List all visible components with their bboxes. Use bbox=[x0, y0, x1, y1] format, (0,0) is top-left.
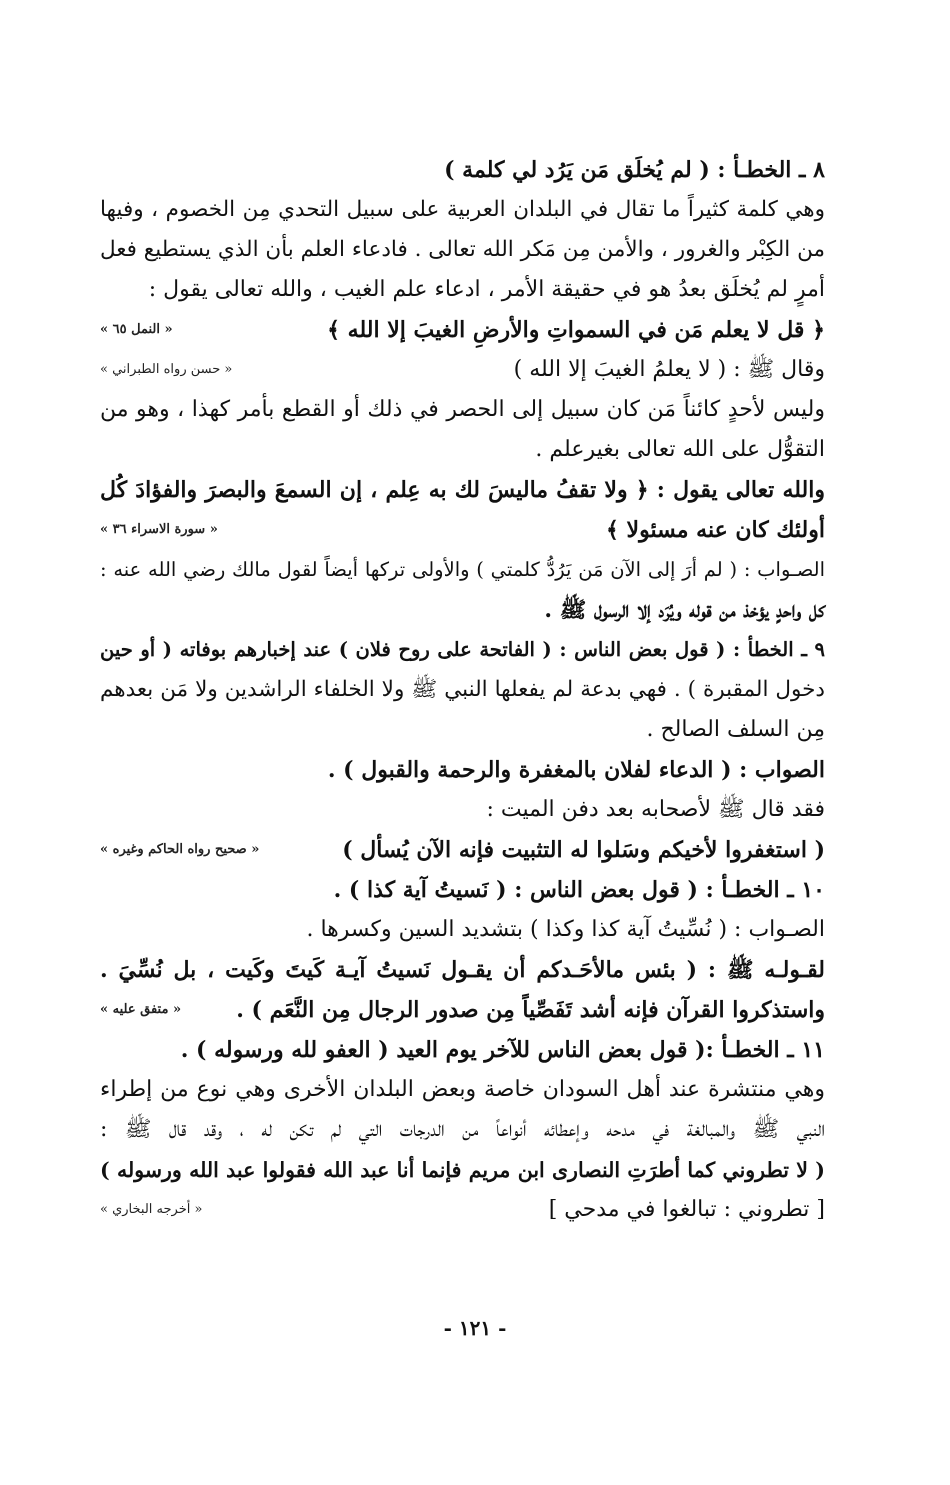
hadith-line: ( لا تطروني كما أطرَتِ النصارى ابن مريم فإنما أنا عبد الله فقولوا عبد الله ورسوله ) bbox=[100, 1158, 825, 1182]
text-line: النبي ﷺ والمبالغة في مدحه وإعطائه أنواعاً من الدرجات التي لم تكن له ، وقد قال ﷺ : bbox=[100, 1117, 825, 1142]
text-line: دخول المقبرة ) . فهي بدعة لم يفعلها النبي ﷺ ولا الخلفاء الراشدين ولا مَن بعدهم bbox=[100, 677, 825, 702]
text-line: أمرٍ لم يُخلَق بعدُ هو في حقيقة الأمر ، ادعاء علم الغيب ، والله تعالى يقول : bbox=[148, 277, 825, 302]
text-line: من الكِبْر والغرور ، والأمن مِن مَكر الله تعالى . فادعاء العلم بأن الذي يستطيع فعل bbox=[100, 237, 825, 262]
correction-line: الصـواب : ( لم أرَ إلى الآن مَن يَرُدُّ كلمتي ) والأولى تركها أيضاً لقول مالك رضي الله عنه : bbox=[100, 558, 825, 581]
text-line: وهي منتشرة عند أهل السودان خاصة وبعض البلدان الأخرى وهي نوع من إطراء bbox=[100, 1077, 825, 1102]
source-reference: « أخرجه البخاري » bbox=[100, 1202, 203, 1217]
hadith-line: واستذكروا القرآن فإنه أشد تَفَصِّياً مِن صدور الرجال مِن النَّعَم ) . « متفق عليه » bbox=[100, 990, 825, 1030]
correction-line: الصواب : ( الدعاء لفلان بالمغفرة والرحمة والقبول ) . bbox=[327, 757, 825, 783]
error-heading-10: ١٠ ـ الخطـأ : ( قول بعض الناس : ( نَسيتُ آية كذا ) . bbox=[333, 877, 825, 903]
page-body bbox=[100, 150, 825, 1230]
text-line: التقوُّل على الله تعالى بغيرعلم . bbox=[535, 437, 825, 462]
source-reference: « متفق عليه » bbox=[100, 1002, 182, 1017]
text-line: مِن السلف الصالح . bbox=[646, 717, 825, 742]
error-heading-9: ٩ ـ الخطأ : ( قول بعض الناس : ( الفاتحة على روح فلان ) عند إخبارهم بوفاته ( أو حين bbox=[100, 638, 825, 661]
quran-verse-line: ﴿ قل لا يعلم مَن في السمواتِ والأرضِ الغيبَ إلا الله ﴾ « النمل ٦٥ » bbox=[100, 310, 825, 350]
page-number: - ١٢١ - bbox=[443, 1316, 507, 1340]
text-line: كل واحدٍ يؤخذ من قوله ويُرَد إلا الرسول ﷺ . bbox=[544, 597, 825, 623]
hadith-line: ( استغفروا لأخيكم وسَلوا له التثبيت فإنه الآن يُسأل ) « صحيح رواه الحاكم وغيره » bbox=[100, 830, 825, 870]
error-heading-11: ١١ ـ الخطـأ :( قول بعض الناس للآخر يوم العيد ( العفو لله ورسوله ) . bbox=[180, 1037, 825, 1063]
error-heading-8: ٨ ـ الخطـأ : ( لم يُخلَق مَن يَرُد لي كلمة ) bbox=[444, 157, 825, 183]
quran-verse-line: والله تعالى يقول : ﴿ ولا تقفُ ماليسَ لك به عِلم ، إن السمعَ والبصرَ والفؤادَ كُل bbox=[100, 477, 825, 503]
source-reference: « صحيح رواه الحاكم وغيره » bbox=[100, 842, 260, 857]
note-line: [ تطروني : تبالغوا في مدحي ] « أخرجه البخاري » bbox=[100, 1190, 825, 1230]
text-line: وهي كلمة كثيراً ما تقال في البلدان العربية على سبيل التحدي مِن الخصوم ، وفيها bbox=[100, 197, 825, 222]
source-reference: « حسن رواه الطبراني » bbox=[100, 362, 233, 377]
correction-line: الصـواب : ( نُسِّيتُ آية كذا وكذا ) بتشديد السين وكسرها . bbox=[306, 917, 825, 942]
text-line: فقد قال ﷺ لأصحابه بعد دفن الميت : bbox=[486, 797, 825, 822]
text-line: وليس لأحدٍ كائناً مَن كان سبيل إلى الحصر في ذلك أو القطع بأمر كهذا ، وهو من bbox=[100, 397, 825, 422]
source-reference: « سورة الاسراء ٣٦ » bbox=[100, 522, 218, 537]
hadith-line: لقـولـه ﷺ : ( بئس مالأحَـدكم أن يقـول نَسيتُ آيـة كَيتَ وكَيت ، بل نُسِّيَ . bbox=[100, 957, 825, 983]
source-reference: « النمل ٦٥ » bbox=[100, 322, 173, 337]
quran-verse-line: أولئك كان عنه مسئولا ﴾ « سورة الاسراء ٣٦ » bbox=[100, 510, 825, 550]
hadith-line: وقال ﷺ : ( لا يعلمُ الغيبَ إلا الله ) « حسن رواه الطبراني » bbox=[100, 350, 825, 390]
